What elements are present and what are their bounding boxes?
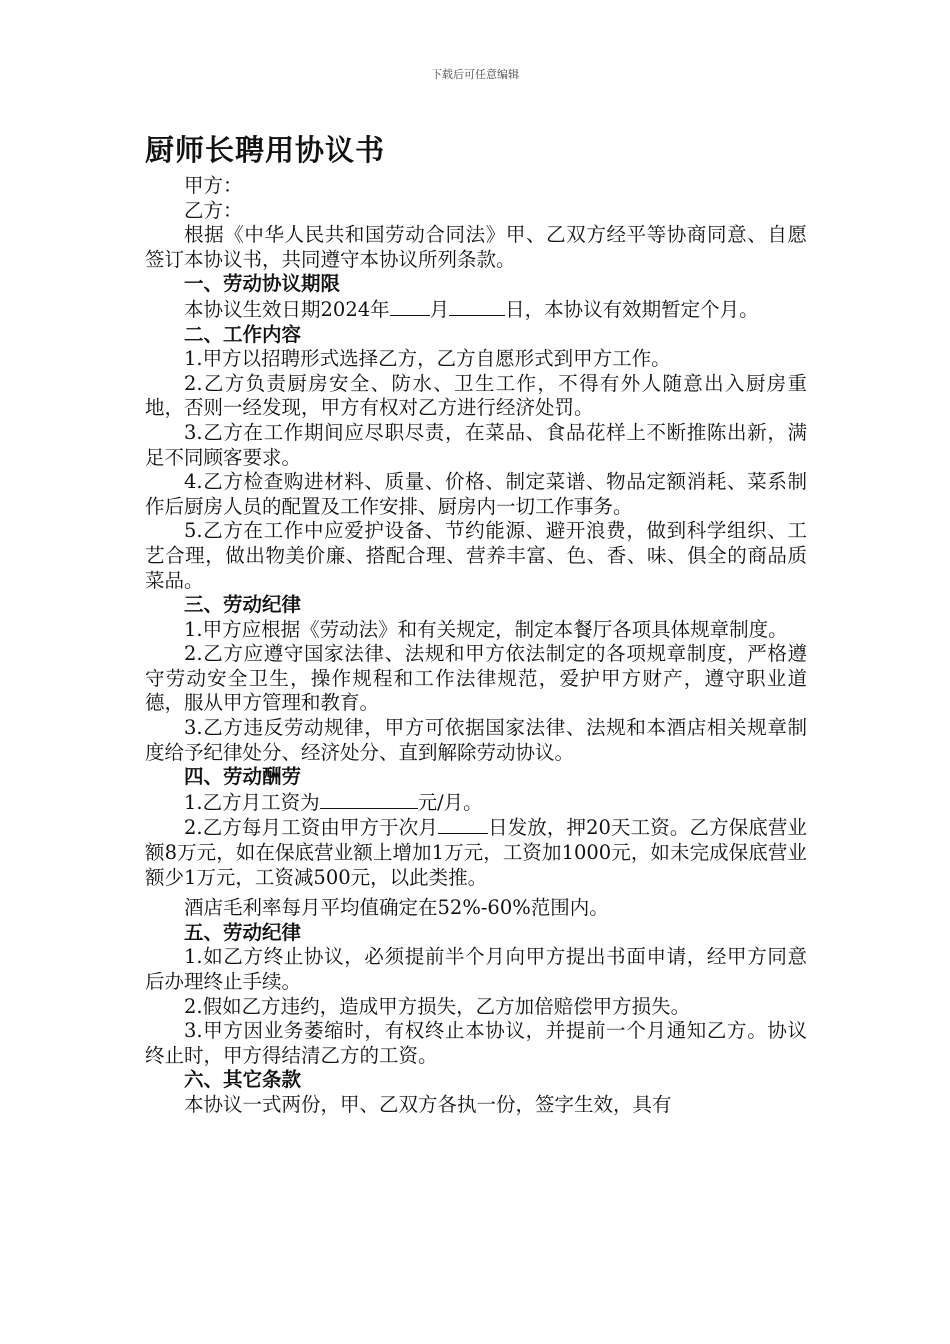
termination-item: 2.假如乙方违约，造成甲方损失，乙方加倍赔偿甲方损失。 xyxy=(184,994,691,1018)
termination-item: 1.如乙方终止协议，必须提前半个月向甲方提出书面申请，经甲方同意后办理终止手续。 xyxy=(145,945,807,993)
termination-item: 3.甲方因业务萎缩时，有权终止本协议，并提前一个月通知乙方。协议终止时，甲方得结清乙方的工资。 xyxy=(145,1019,807,1067)
term-paragraph: 本协议生效日期2024年 月 日，本协议有效期暂定个月。 xyxy=(184,297,759,321)
document-body xyxy=(145,174,807,1118)
day-blank xyxy=(449,297,505,316)
payday-blank xyxy=(438,815,488,834)
work-item: 5.乙方在工作中应爱护设备、节约能源、避开浪费，做到科学组织、工艺合理，做出物美价廉、搭配合理、营养丰富、色、香、味、俱全的商品质菜品。 xyxy=(145,519,807,592)
section-heading-discipline-2: 五、劳动纪律 xyxy=(184,920,302,944)
page-header: 下载后可任意编辑 xyxy=(431,68,519,81)
discipline-item: 3.乙方违反劳动规律，甲方可依据国家法律、法规和本酒店相关规章制度给予纪律处分、经济处分、直到解除劳动协议。 xyxy=(145,716,807,764)
section-heading-term: 一、劳动协议期限 xyxy=(184,272,341,296)
discipline-item: 2.乙方应遵守国家法律、法规和甲方依法制定的各项规章制度，严格遵守劳动安全卫生，操作规程和工作法律规范，爱护甲方财产，遵守职业道德，服从甲方管理和教育。 xyxy=(145,642,807,715)
work-item: 3.乙方在工作期间应尽职尽责，在菜品、食品花样上不断推陈出新，满足不同顾客要求。 xyxy=(145,420,807,469)
section-heading-work-content: 二、工作内容 xyxy=(184,322,302,346)
payment-item: 2.乙方每月工资由甲方于次月 日发放，押20天工资。乙方保底营业额8万元，如在保底营业额上增加1万元，工资加1000元，如未完成保底营业额少1万元，工资减500元，以此类推。 xyxy=(145,816,807,889)
work-item: 4.乙方检查购进材料、质量、价格、制定菜谱、物品定额消耗、菜系制作后厨房人员的配置及工作安排、厨房内一切工作事务。 xyxy=(145,470,807,518)
party-a-line: 甲方： xyxy=(184,174,243,197)
party-b-line: 乙方： xyxy=(184,198,243,222)
section-heading-discipline: 三、劳动纪律 xyxy=(184,593,302,617)
work-item: 1.甲方以招聘形式选择乙方，乙方自愿形式到甲方工作。 xyxy=(184,347,671,371)
salary-blank xyxy=(320,790,418,809)
section-heading-remuneration: 四、劳动酬劳 xyxy=(184,765,302,789)
section-heading-other: 六、其它条款 xyxy=(184,1068,302,1092)
gross-margin-note: 酒店毛利率每月平均值确定在52%-60%范围内。 xyxy=(184,896,609,920)
salary-item: 1.乙方月工资为 元/月。 xyxy=(184,790,483,814)
other-paragraph: 本协议一式两份，甲、乙双方各执一份，签字生效，具有 xyxy=(184,1092,672,1116)
month-blank xyxy=(390,297,430,316)
work-item: 2.乙方负责厨房安全、防水、卫生工作，不得有外人随意出入厨房重地，否则一经发现，甲方有权对乙方进行经济处罚。 xyxy=(145,371,807,420)
discipline-item: 1.甲方应根据《劳动法》和有关规定，制定本餐厅各项具体规章制度。 xyxy=(184,617,788,641)
document-title: 厨师长聘用协议书 xyxy=(145,133,386,167)
intro-paragraph: 根据《中华人民共和国劳动合同法》甲、乙双方经平等协商同意、自愿签订本协议书，共同遵守本协议所列条款。 xyxy=(145,223,807,271)
